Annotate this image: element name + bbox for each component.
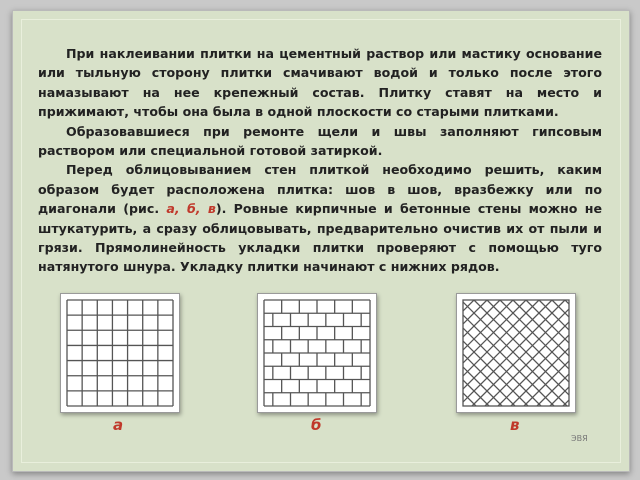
figure-label-c: в — [510, 416, 520, 434]
grid-pattern-image — [61, 294, 179, 412]
figure-c-diagonal-tiles — [456, 293, 576, 413]
figure-b-offset-tiles — [257, 293, 377, 413]
text-block — [38, 44, 602, 277]
watermark: ЭВЯ — [571, 434, 588, 443]
figure-reference: а, б, в — [166, 201, 216, 217]
tile-joint-line — [457, 300, 528, 406]
diagonal-joints — [457, 300, 575, 406]
figure-a-grid-tiles — [60, 293, 180, 413]
paragraph-1: При наклеивании плитки на цементный раствор или мастику основание или тыльную сторону плитки смачивают водой и только после этого намазывают на нее крепежный состав. Плитку ставят на место и прижимают, чтобы она была в одной плоскости со старыми плитками. — [38, 46, 602, 120]
paragraph-2: Образовавшиеся при ремонте щели и швы заполняют гипсовым раствором или специальной готовой затиркой. — [38, 123, 602, 159]
tile-joint-line — [457, 300, 461, 406]
paragraph-3-end: ). Ровные кирпичные и бетонные стены можно не штукатурить, а сразу облицовывать, предварительно очистив их от пыли и грязи. Прямолинейность укладки плитки проверяют с помощью туго натянутого шнура. Укладку плитки начинают с нижних рядов. — [38, 201, 602, 275]
tile-joint-line — [457, 300, 463, 406]
diagonal-pattern-image — [457, 294, 575, 412]
paragraph-3-start: Перед облицовыванием стен плиткой необходимо решить, каким образом будет расположена плитка: шов в шов, вразбежку или по диагонали (рис. — [38, 162, 602, 217]
paragraph-3 — [38, 160, 602, 276]
offset-pattern-image — [258, 294, 376, 412]
tile-joint-line — [457, 300, 487, 406]
figure-label-a: а — [113, 416, 124, 434]
figure-label-b: б — [311, 416, 322, 434]
